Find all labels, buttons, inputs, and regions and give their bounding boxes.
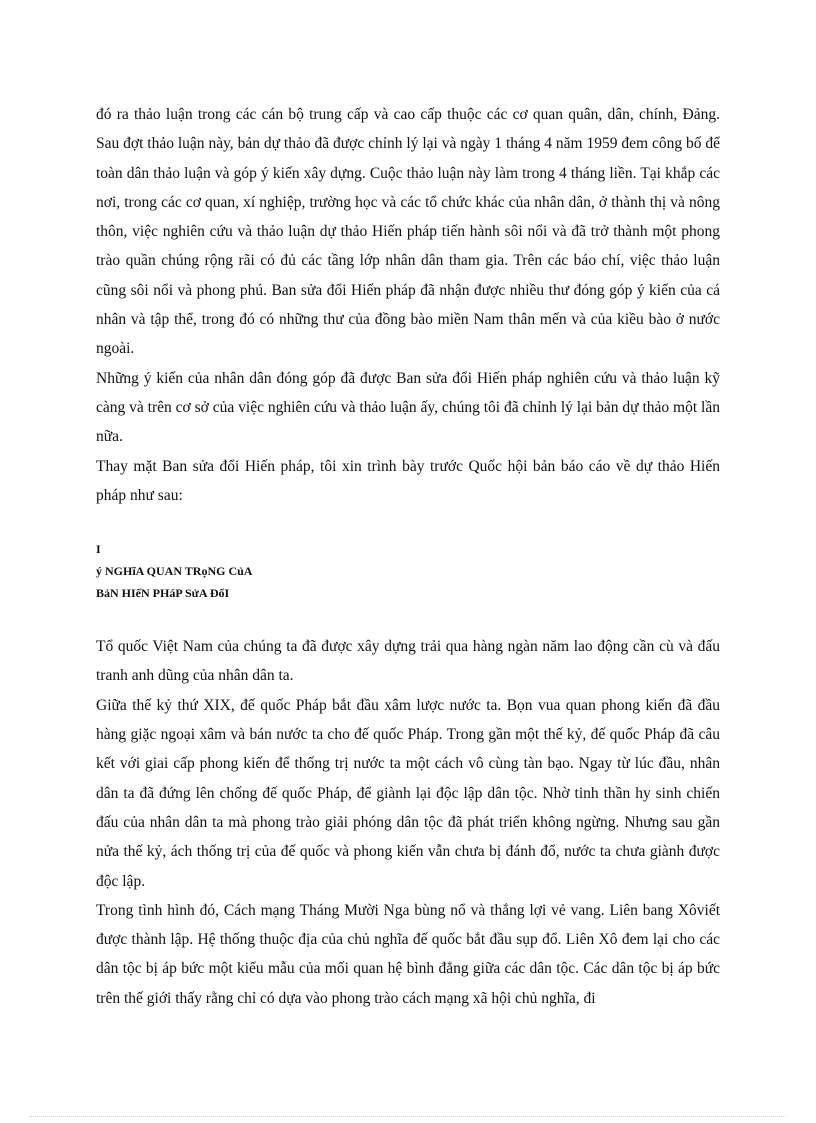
paragraph-report-intro: Thay mặt Ban sửa đổi Hiến pháp, tôi xin trình bày trước Quốc hội bản báo cáo về dự thảo Hiến pháp như sau:	[96, 457, 720, 504]
section-title-line2: BảN HIếN PHáP SửA ĐổI	[96, 586, 230, 601]
section-number: I	[96, 542, 101, 557]
section-heading	[96, 538, 720, 604]
document-body	[96, 100, 720, 1013]
paragraph-colonial-history: Giữa thế kỷ thứ XIX, đế quốc Pháp bắt đầu xâm lược nước ta. Bọn vua quan phong kiến đã đầu hàng giặc ngoại xâm và bán nước ta cho đế quốc Pháp. Trong gần một thế kỷ, đế quốc Pháp đã câu kết với giai cấp phong kiến để thống trị nước ta một cách vô cùng tàn bạo. Ngay từ lúc đầu, nhân dân ta đã đứng lên chống đế quốc Pháp, để giành lại độc lập dân tộc. Nhờ tinh thần hy sinh chiến đấu của nhân dân ta mà phong trào giải phóng dân tộc đã phát triển không ngừng. Nhưng sau gần nửa thế kỷ, ách thống trị của đế quốc và phong kiến vẫn chưa bị đánh đổ, nước ta chưa giành được độc lập.	[96, 696, 720, 890]
page-bottom-divider	[30, 1116, 786, 1117]
section-title-line1: ý NGHĩA QUAN TRọNG CủA	[96, 564, 253, 579]
paragraph-discussion: đó ra thảo luận trong các cán bộ trung cấp và cao cấp thuộc các cơ quan quân, dân, chính, Đảng. Sau đợt thảo luận này, bản dự thảo đã được chỉnh lý lại và ngày 1 tháng 4 năm 1959 đem công bố để toàn dân thảo luận và góp ý kiến xây dựng. Cuộc thảo luận này làm trong 4 tháng liền. Tại khắp các nơi, trong các cơ quan, xí nghiệp, trường học và các tổ chức khác của nhân dân, ở thành thị và nông thôn, việc nghiên cứu và thảo luận dự thảo Hiến pháp tiến hành sôi nổi và đã trở thành một phong trào quần chúng rộng rãi có đủ các tầng lớp nhân dân tham gia. Trên các báo chí, việc thảo luận cũng sôi nổi và phong phú. Ban sửa đổi Hiến pháp đã nhận được nhiều thư đóng góp ý kiến của cá nhân và tập thể, trong đó có những thư của đồng bào miền Nam thân mến và của kiều bào ở nước ngoài.	[96, 106, 720, 358]
paragraph-public-opinions: Những ý kiến của nhân dân đóng góp đã được Ban sửa đổi Hiến pháp nghiên cứu và thảo luận kỹ càng và trên cơ sở của việc nghiên cứu và thảo luận ấy, chúng tôi đã chỉnh lý lại bản dự thảo một lần nữa.	[96, 369, 720, 446]
paragraph-october-revolution: Trong tình hình đó, Cách mạng Tháng Mười Nga bùng nổ và thắng lợi vẻ vang. Liên bang Xôviết được thành lập. Hệ thống thuộc địa của chủ nghĩa đế quốc bắt đầu sụp đổ. Liên Xô đem lại cho các dân tộc bị áp bức một kiểu mẫu của mối quan hệ bình đẳng giữa các dân tộc. Các dân tộc bị áp bức trên thế giới thấy rằng chỉ có dựa vào phong trào cách mạng xã hội chủ nghĩa, đi	[96, 901, 720, 1007]
paragraph-fatherland: Tổ quốc Việt Nam của chúng ta đã được xây dựng trải qua hàng ngàn năm lao động cần cù và đấu tranh anh dũng của nhân dân ta.	[96, 638, 720, 685]
